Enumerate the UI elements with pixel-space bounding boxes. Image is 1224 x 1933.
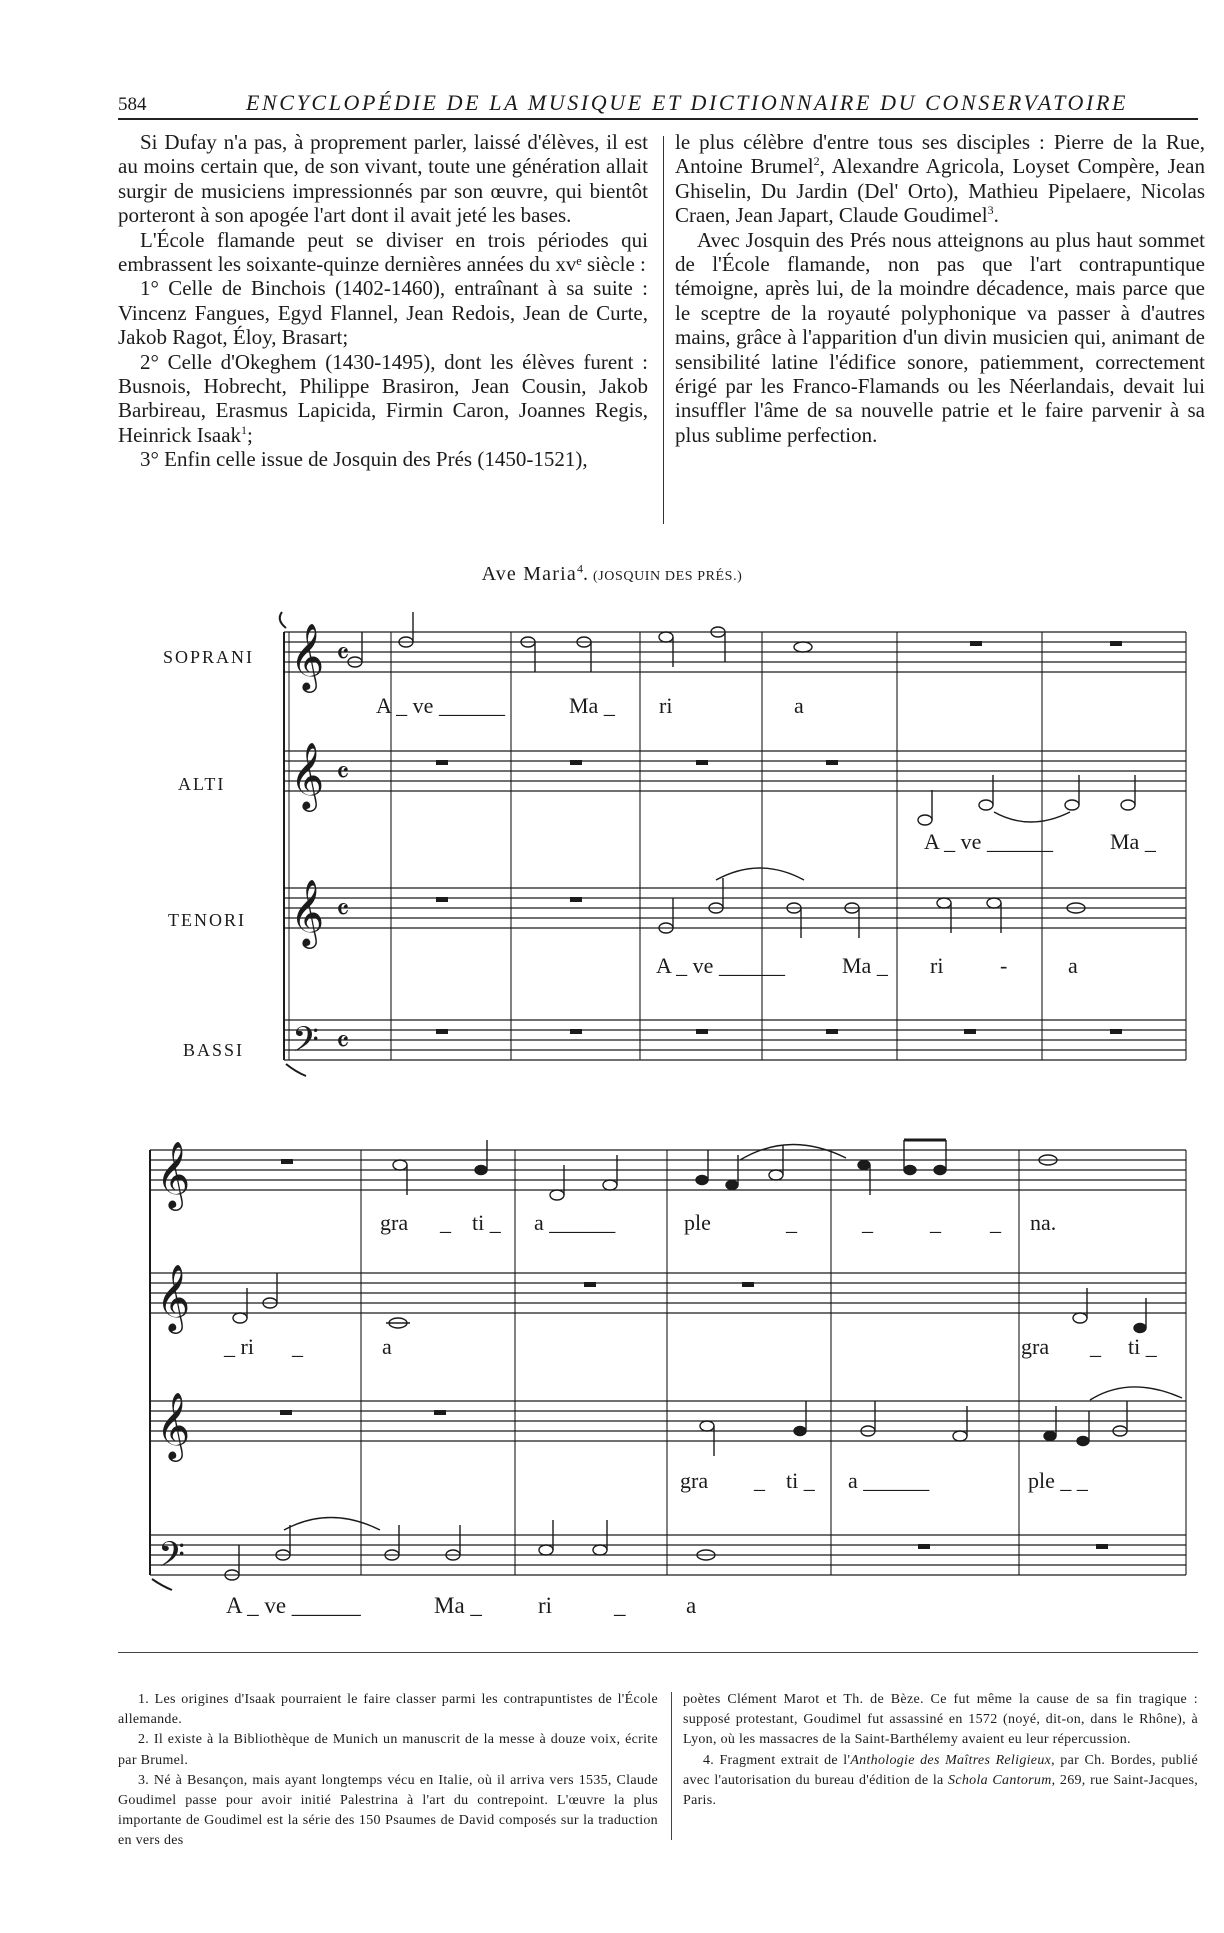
footnote-text: , 269, rue Saint-Jacques, Paris. <box>683 1772 1199 1809</box>
svg-text:𝄴: 𝄴 <box>336 756 350 791</box>
footnote-text: 4. Fragment extrait de l' <box>703 1752 851 1768</box>
footnote-ref[interactable]: 4 <box>576 561 583 576</box>
lyric: ti _ <box>472 1210 501 1235</box>
punct: . <box>993 203 999 228</box>
lyric: a <box>686 1593 697 1618</box>
staff2-bassi <box>150 1535 1186 1575</box>
notes <box>225 612 1182 1580</box>
footnotes-right <box>683 1690 1198 1811</box>
lyric: _ <box>862 1210 873 1235</box>
treble-clef-icon: 𝄞 <box>290 741 325 809</box>
lyric: _ <box>786 1210 797 1235</box>
lyric: _ <box>440 1210 451 1235</box>
paragraph: Avec Josquin des Prés nous atteignons au plus haut sommet de l'École flamande, non pas que l'art contrapuntique témoigne, après lui, de la moindre décadence, mais parce que le sceptre de la royauté polyphonique va passer à d'autres mains, grâce à l'apparition d'un divin musicien qui, animant de sensibilité latine l'édifice sonore, patiemment, correctement érigé par les Franco-Flamands ou les Néerlandais, devait lui insuffler l'âme de sa nouvelle patrie et le faire parvenir à sa plus sublime perfection. <box>675 227 1205 447</box>
bass-clef-icon: 𝄢 <box>292 1019 320 1068</box>
svg-text:𝄴: 𝄴 <box>336 1025 350 1060</box>
footnote <box>683 1751 1198 1812</box>
staff2-soprani <box>150 1150 1186 1190</box>
lyric: A _ ve ______ <box>656 953 785 978</box>
lyric: Ma _ <box>569 693 615 718</box>
book-title: Anthologie des Maîtres Religieux <box>850 1752 1052 1768</box>
composer-attribution: (JOSQUIN DES PRÉS.) <box>592 569 743 584</box>
footnote-column-divider <box>671 1692 672 1840</box>
lyric: ple _ _ <box>1028 1468 1088 1493</box>
treble-clef-icon: 𝄞 <box>156 1263 191 1331</box>
lyric: gra <box>380 1210 409 1235</box>
paragraph: 3° Enfin celle issue de Josquin des Prés (1450-1521), <box>140 447 588 472</box>
paragraph-text: le plus célèbre d'entre tous ses disciples : Pierre de la Rue, Antoine Brumel <box>675 130 1205 179</box>
lyric: _ <box>990 1210 1001 1235</box>
lyric: a <box>382 1334 392 1359</box>
voice-label-tenori: TENORI <box>168 910 246 930</box>
footnotes-left <box>118 1690 658 1852</box>
lyric: a <box>1068 953 1078 978</box>
staff-bassi <box>284 1020 1186 1060</box>
paragraph: L'École flamande peut se diviser en trois périodes qui embrassent les soixante-quinze dernières années du xvᵉ siècle : <box>118 227 648 277</box>
lyric: Ma _ <box>434 1593 482 1618</box>
lyric: gra <box>680 1468 709 1493</box>
lyric: - <box>1000 953 1008 978</box>
footnote: 2. Il existe à la Bibliothèque de Munich un manuscrit de la messe à douze voix, écrite par Brumel. <box>118 1732 658 1768</box>
lyric: gra <box>1021 1334 1050 1359</box>
lyric: a ______ <box>534 1210 616 1235</box>
footnote: poètes Clément Marot et Th. de Bèze. Ce fut même la cause de sa fin tragique : supposé protestant, Goudimel fut assassiné en 1572 (noyé, dit-on, dans le Rhône), à Lyon, où les massacres de la Saint-Barthélemy avaient eu leur répercussion. <box>683 1692 1198 1748</box>
running-title: ENCYCLOPÉDIE DE LA MUSIQUE ET DICTIONNAIRE DU CONSERVATOIRE <box>246 90 1129 115</box>
paragraph: 1° Celle de Binchois (1402-1460), entraînant à sa suite : Vincenz Fangues, Egyd Flannel, Jean Redois, Jean de Curte, Jakob Ragot, Éloy, Brasart; <box>118 276 648 350</box>
punct: . <box>582 563 593 585</box>
footnote-separator <box>118 1652 1198 1653</box>
voice-label-soprani: SOPRANI <box>163 647 255 667</box>
treble-clef-icon: 𝄞 <box>290 622 325 690</box>
piece-title: Ave Maria <box>481 563 577 585</box>
voice-label-bassi: BASSI <box>183 1040 245 1060</box>
treble-clef-icon: 𝄞 <box>290 878 325 946</box>
svg-text:𝄴: 𝄴 <box>336 893 350 928</box>
lyric: _ <box>930 1210 941 1235</box>
lyric: _ <box>754 1468 765 1493</box>
footnote-text: , par Ch. Bordes, publié avec l'autorisation du bureau d'édition de la <box>683 1752 1198 1788</box>
treble-clef-icon: 𝄞 <box>156 1140 191 1208</box>
treble-clef-icon: 𝄞 <box>156 1391 191 1459</box>
lyric: A _ ve ______ <box>226 1593 361 1618</box>
footnote-ref[interactable]: 3 <box>987 203 994 218</box>
lyric: ri <box>930 953 944 978</box>
paragraph: Si Dufay n'a pas, à proprement parler, laissé d'élèves, il est au moins certain que, de son vivant, toute une génération allait surgir de musiciens impressionnés par son œuvre, qui bientôt porteront à son apogée l'art dont il avait jeté les bases. <box>118 130 648 228</box>
lyric: Ma _ <box>842 953 888 978</box>
paragraph-text: , Alexandre Agricola, Loyset Compère, Jean Ghiselin, Du Jardin (Del' Orto), Mathieu Pipelaere, Nicolas Craen, Jean Japart, Claude Goudimel <box>675 154 1205 228</box>
bass-clef-icon: 𝄢 <box>158 1534 186 1583</box>
rests <box>280 641 1122 1549</box>
publisher-name: Schola Cantorum <box>948 1772 1052 1788</box>
voice-label-alti: ALTI <box>178 774 226 794</box>
staff2-tenori <box>150 1401 1186 1441</box>
lyric: Ma _ <box>1110 829 1156 854</box>
lyric: a <box>794 693 804 718</box>
lyric: ti _ <box>1128 1334 1157 1359</box>
staff-soprani <box>284 632 1186 672</box>
footnote-ref[interactable]: 1 <box>241 422 248 437</box>
paragraph-text: 2° Celle d'Okeghem (1430-1495), dont les élèves furent : Busnois, Hobrecht, Philippe Brasiron, Jean Cousin, Jakob Barbireau, Erasmus Lapicida, Firmin Caron, Joannes Regis, Heinrick Isaak <box>118 349 648 447</box>
lyric: _ <box>614 1593 626 1618</box>
staff-alti <box>284 751 1186 791</box>
lyric: na. <box>1030 1210 1057 1235</box>
lyric: _ ri <box>224 1334 254 1359</box>
punct: ; <box>247 422 253 447</box>
footnote-ref[interactable]: 2 <box>813 154 820 169</box>
lyric: _ <box>1090 1334 1101 1359</box>
staff2-alti <box>150 1273 1186 1313</box>
footnote: 3. Né à Besançon, mais ayant longtemps vécu en Italie, où il arriva vers 1535, Claude Goudimel passe pour avoir initié Palestrina à l'art du contrepoint. L'œuvre la plus importante de Goudimel est la série des 150 Psaumes de David composés sur la traduction en vers des <box>118 1772 658 1849</box>
page-number: 584 <box>118 94 147 115</box>
lyric: ri <box>659 693 673 718</box>
lyric: ti _ <box>786 1468 815 1493</box>
footnote: 1. Les origines d'Isaak pourraient le faire classer parmi les contrapuntistes de l'École allemande. <box>118 1692 658 1728</box>
svg-text:𝄴: 𝄴 <box>336 637 350 672</box>
lyric: ple <box>684 1210 711 1235</box>
lyric: A _ ve ______ <box>376 693 505 718</box>
lyric: _ <box>292 1334 303 1359</box>
staff-tenori <box>284 888 1186 928</box>
lyric: ri <box>538 1593 553 1618</box>
lyric: A _ ve ______ <box>924 829 1053 854</box>
lyric: a ______ <box>848 1468 930 1493</box>
